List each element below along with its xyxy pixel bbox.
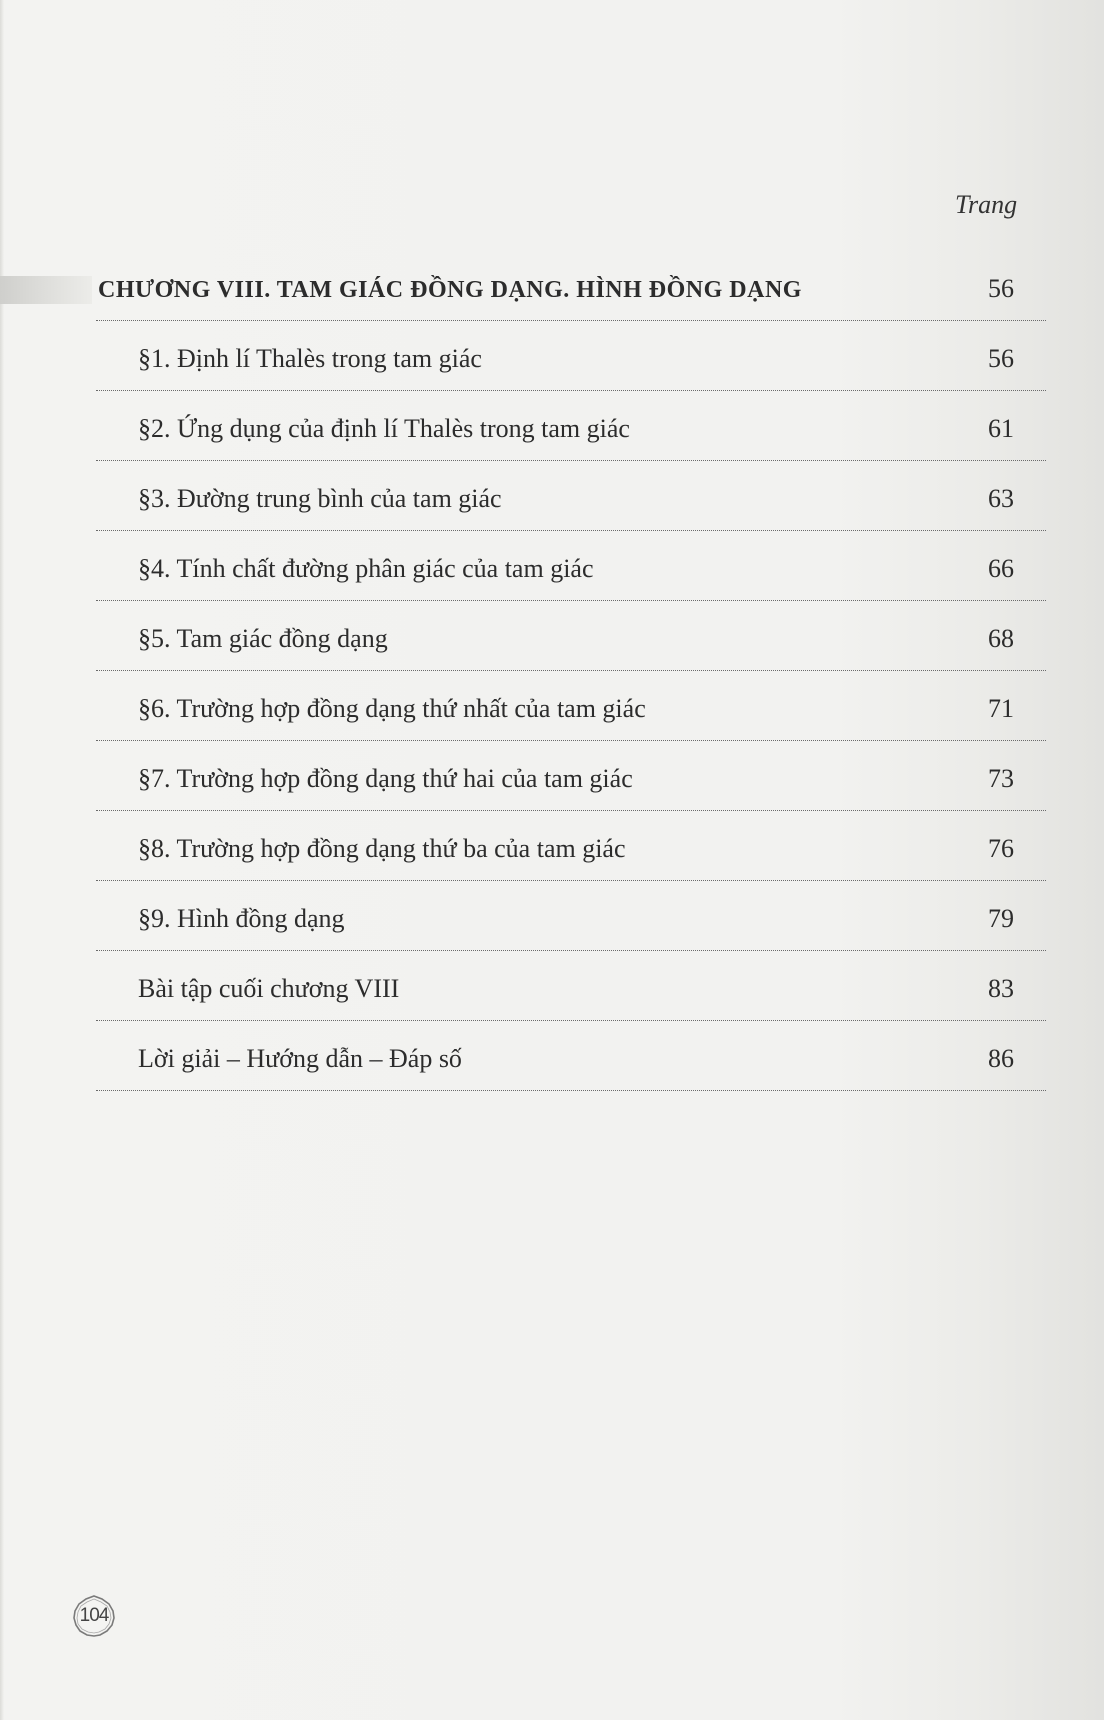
toc-chapter-row[interactable] — [96, 250, 1046, 321]
toc-entry-title: §5. Tam giác đồng dạng — [138, 624, 388, 653]
toc-entry-title: §3. Đường trung bình của tam giác — [138, 484, 502, 513]
toc-entry-page: 83 — [988, 974, 1014, 1003]
toc-entry-title: §1. Định lí Thalès trong tam giác — [138, 344, 482, 373]
toc-row[interactable] — [96, 810, 1046, 881]
toc-entry-page: 86 — [988, 1044, 1014, 1073]
toc-row[interactable] — [96, 670, 1046, 741]
toc-chapter-page: 56 — [988, 274, 1014, 303]
toc-entry-page: 73 — [988, 764, 1014, 793]
toc-row[interactable] — [96, 1020, 1046, 1091]
toc-row[interactable] — [96, 320, 1046, 391]
toc-entry-title: §7. Trường hợp đồng dạng thứ hai của tam giác — [138, 764, 633, 793]
toc-entry-page: 68 — [988, 624, 1014, 653]
page-column-heading: Trang — [955, 190, 1018, 219]
toc-entry-title: Bài tập cuối chương VIII — [138, 974, 400, 1003]
page-number-badge — [72, 1594, 116, 1638]
toc-entry-title: §8. Trường hợp đồng dạng thứ ba của tam giác — [138, 834, 626, 863]
toc-entry-title: Lời giải – Hướng dẫn – Đáp số — [138, 1044, 462, 1073]
toc-entry-page: 76 — [988, 834, 1014, 863]
toc-row[interactable] — [96, 880, 1046, 951]
toc-entry-title: §2. Ứng dụng của định lí Thalès trong tam giác — [138, 414, 630, 443]
toc-row[interactable] — [96, 740, 1046, 811]
toc-row[interactable] — [96, 460, 1046, 531]
toc-row[interactable] — [96, 950, 1046, 1021]
toc-entry-page: 61 — [988, 414, 1014, 443]
toc-entry-page: 56 — [988, 344, 1014, 373]
toc-entry-page: 79 — [988, 904, 1014, 933]
toc-entry-title: §4. Tính chất đường phân giác của tam giác — [138, 554, 594, 583]
page-edge — [0, 0, 4, 1720]
chapter-marker-bar — [0, 276, 92, 304]
toc-entry-title: §6. Trường hợp đồng dạng thứ nhất của tam giác — [138, 694, 646, 723]
toc-row[interactable] — [96, 390, 1046, 461]
toc-chapter-title: CHƯƠNG VIII. TAM GIÁC ĐỒNG DẠNG. HÌNH ĐỒNG DẠNG — [98, 277, 802, 303]
toc-entry-page: 71 — [988, 694, 1014, 723]
toc-row[interactable] — [96, 530, 1046, 601]
toc-entry-page: 66 — [988, 554, 1014, 583]
page-number: 104 — [79, 1605, 109, 1626]
toc-entry-page: 63 — [988, 484, 1014, 513]
toc-row[interactable] — [96, 600, 1046, 671]
toc-entry-title: §9. Hình đồng dạng — [138, 904, 345, 933]
